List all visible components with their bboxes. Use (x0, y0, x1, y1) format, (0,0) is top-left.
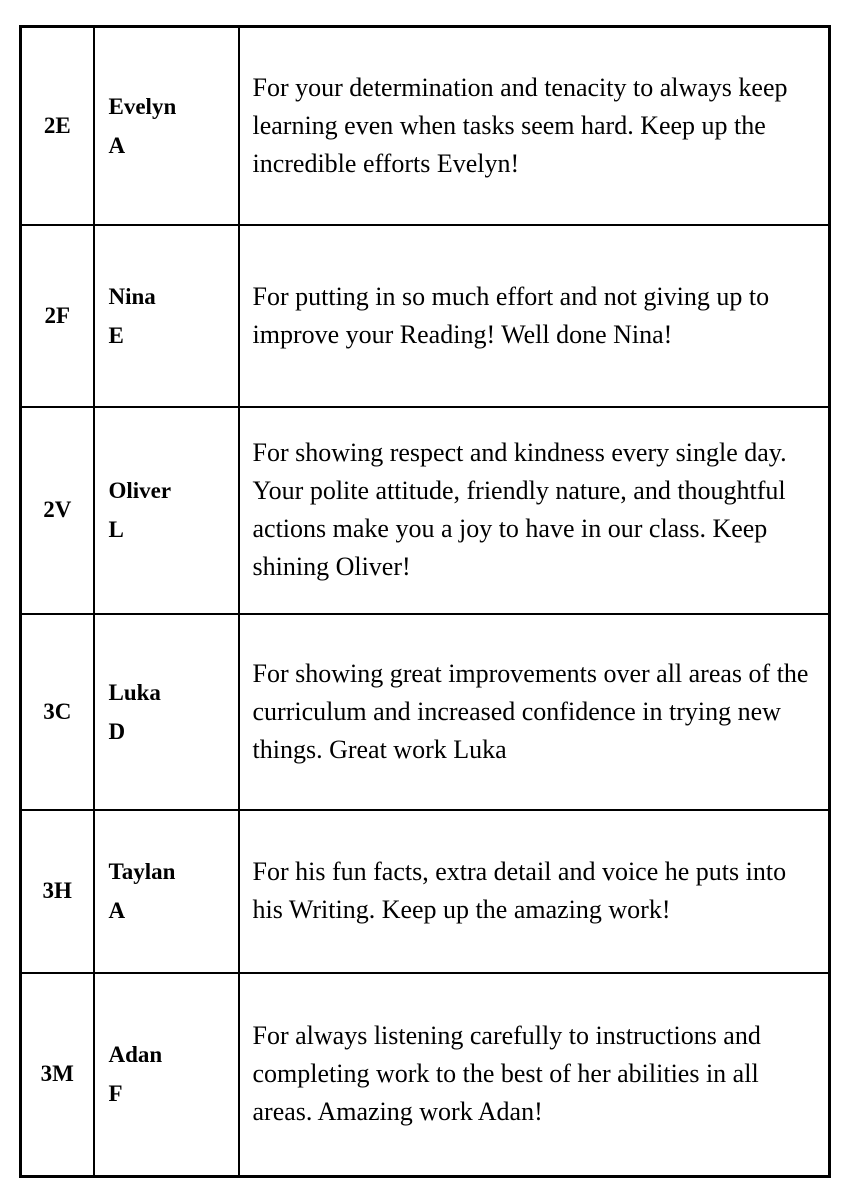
student-name-cell (94, 614, 239, 810)
table-row (21, 973, 830, 1177)
award-comment-cell: For your determination and tenacity to always keep learning even when tasks seem hard. Keep up the incredible efforts Evelyn! (239, 27, 830, 225)
student-surname-initial: D (108, 718, 126, 744)
table-row (21, 27, 830, 225)
class-code-cell: 2V (21, 407, 94, 614)
student-first-name: Taylan (108, 859, 176, 884)
student-surname-initial: A (108, 132, 126, 158)
table-row (21, 810, 830, 973)
student-name-cell (94, 810, 239, 973)
award-comment-cell: For his fun facts, extra detail and voice he puts into his Writing. Keep up the amazing work! (239, 810, 830, 973)
student-first-name: Adan (108, 1042, 163, 1068)
student-first-name: Luka (108, 679, 161, 705)
student-name-cell (94, 973, 239, 1177)
student-surname-initial: A (108, 898, 126, 923)
class-code-cell: 3M (21, 973, 94, 1177)
awards-table (19, 25, 831, 1178)
student-first-name: Oliver (108, 478, 172, 503)
student-name-cell (94, 27, 239, 225)
award-comment-cell: For showing great improvements over all areas of the curriculum and increased confidence in trying new things. Great work Luka (239, 614, 830, 810)
table-row (21, 225, 830, 407)
award-comment-cell: For showing respect and kindness every single day. Your polite attitude, friendly nature, and thoughtful actions make you a joy to have in our class. Keep shining Oliver! (239, 407, 830, 614)
class-code-cell: 3C (21, 614, 94, 810)
class-code-cell: 2E (21, 27, 94, 225)
student-surname-initial: F (108, 1081, 123, 1107)
award-comment-cell: For always listening carefully to instructions and completing work to the best of her abilities in all areas. Amazing work Adan! (239, 973, 830, 1177)
student-first-name: Nina (108, 283, 156, 309)
award-comment-cell: For putting in so much effort and not giving up to improve your Reading! Well done Nina! (239, 225, 830, 407)
table-row (21, 614, 830, 810)
student-first-name: Evelyn (108, 93, 177, 119)
student-surname-initial: L (108, 517, 124, 542)
table-row (21, 407, 830, 614)
student-name-cell (94, 225, 239, 407)
student-name-cell (94, 407, 239, 614)
student-surname-initial: E (108, 322, 124, 348)
class-code-cell: 2F (21, 225, 94, 407)
class-code-cell: 3H (21, 810, 94, 973)
